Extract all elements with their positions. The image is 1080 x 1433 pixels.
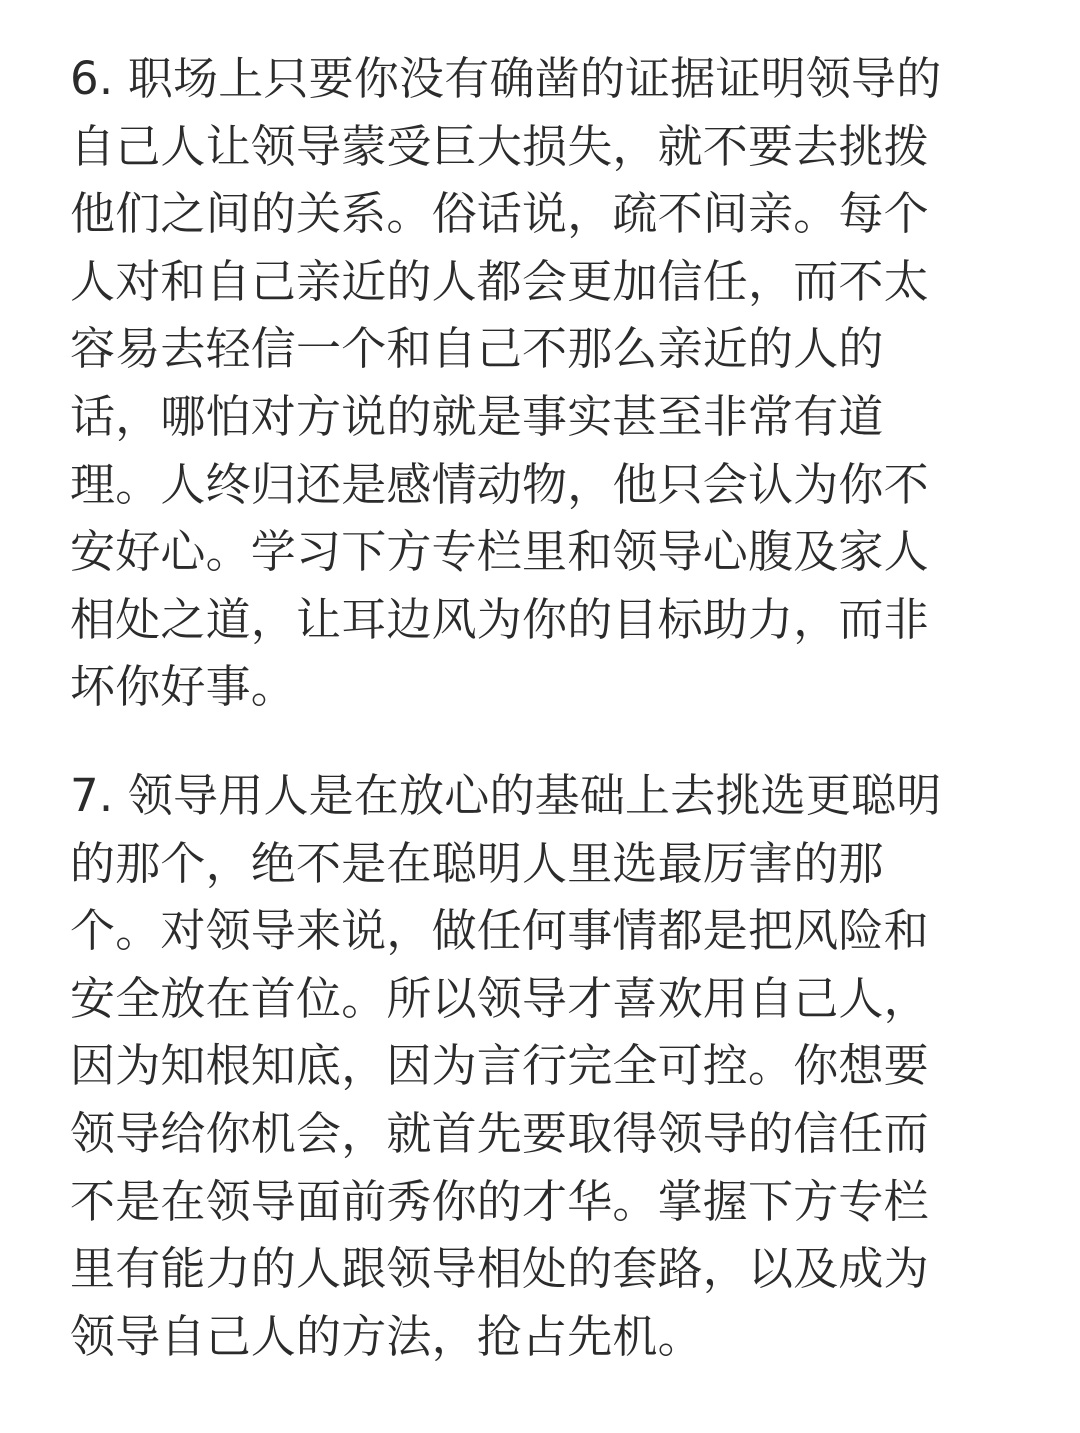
text-line: 理。人终归还是感情动物，他只会认为你不 xyxy=(70,457,929,511)
text-line: 人对和自己亲近的人都会更加信任，而不太 xyxy=(70,254,929,308)
paragraph-6 xyxy=(70,45,1030,721)
text-line: 6. 职场上只要你没有确凿的证据证明领导的 xyxy=(70,52,942,105)
text-line: 坏你好事。 xyxy=(70,660,297,714)
text-line: 不是在领导面前秀你的才华。掌握下方专栏 xyxy=(70,1174,929,1228)
text-line: 因为知根知底，因为言行完全可控。你想要 xyxy=(70,1039,929,1093)
text-line: 相处之道，让耳边风为你的目标助力，而非 xyxy=(70,592,929,646)
text-line: 他们之间的关系。俗话说，疏不间亲。每个 xyxy=(70,187,929,241)
text-line: 容易去轻信一个和自己不那么亲近的人的 xyxy=(70,322,884,376)
paragraph-7 xyxy=(70,762,1030,1370)
text-line: 里有能力的人跟领导相处的套路，以及成为 xyxy=(70,1242,929,1296)
text-line: 的那个，绝不是在聪明人里选最厉害的那 xyxy=(70,836,884,890)
text-line: 自己人让领导蒙受巨大损失，就不要去挑拨 xyxy=(70,119,929,173)
text-line: 领导给你机会，就首先要取得领导的信任而 xyxy=(70,1106,929,1160)
text-line: 安全放在首位。所以领导才喜欢用自己人， xyxy=(70,971,929,1025)
text-line: 个。对领导来说，做任何事情都是把风险和 xyxy=(70,904,929,958)
text-line: 领导自己人的方法，抢占先机。 xyxy=(70,1309,703,1363)
text-line: 7. 领导用人是在放心的基础上去挑选更聪明 xyxy=(70,769,942,822)
text-line: 安好心。学习下方专栏里和领导心腹及家人 xyxy=(70,525,929,579)
text-line: 话，哪怕对方说的就是事实甚至非常有道 xyxy=(70,389,884,443)
